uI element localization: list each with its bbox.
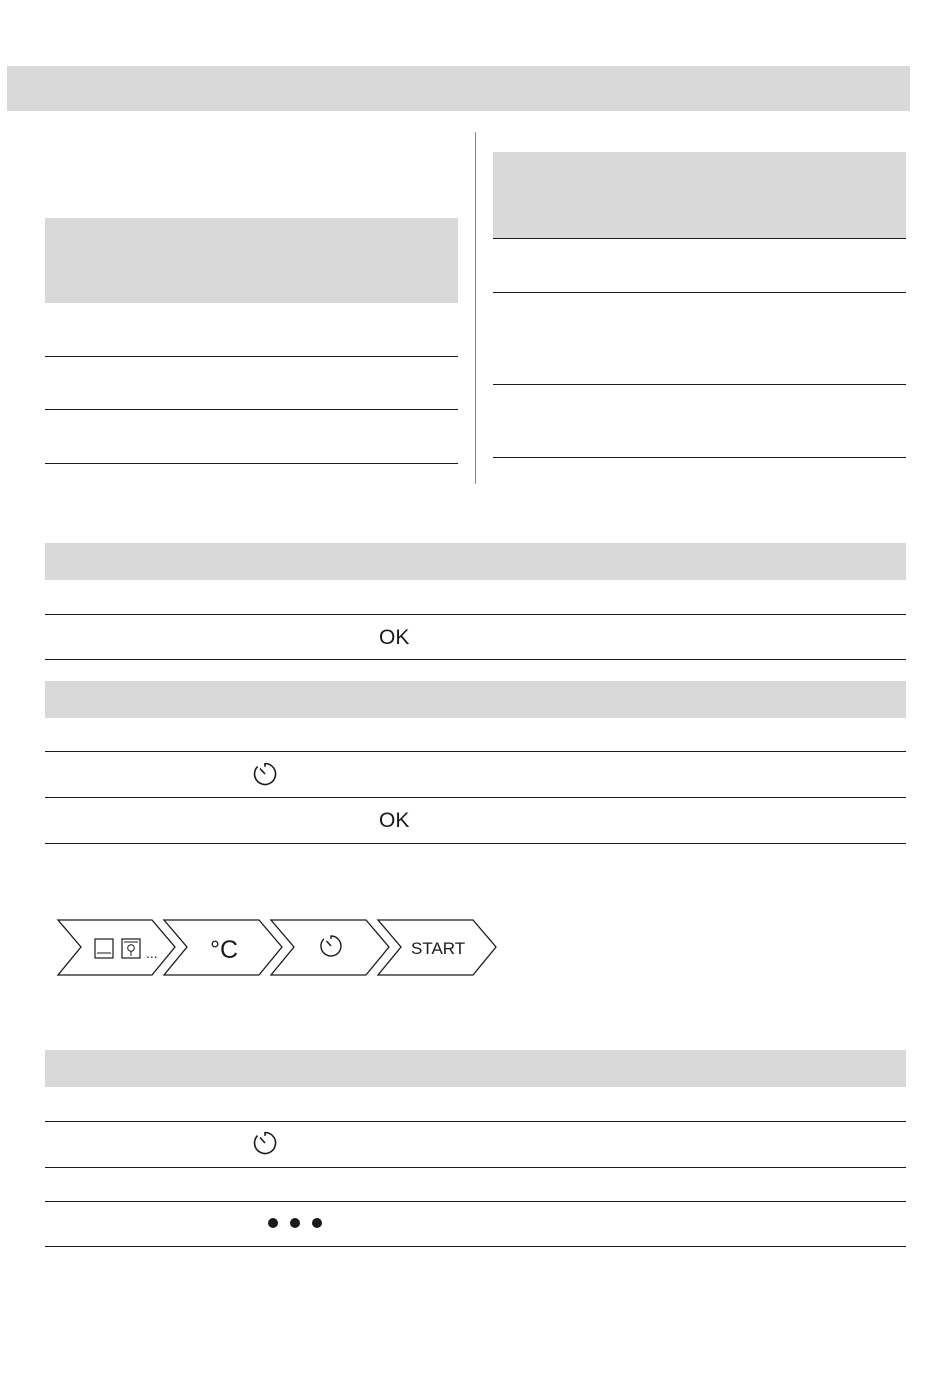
table-c-row-divider: [45, 751, 906, 752]
column-divider: [475, 132, 476, 484]
table-a-row-divider: [45, 463, 458, 464]
table-a-row-divider: [45, 356, 458, 357]
step-start: [378, 920, 496, 975]
table-b-header: [45, 543, 906, 580]
start-label: START: [411, 939, 466, 958]
table-d-row-divider: [45, 1246, 906, 1247]
ok-key-label: OK: [379, 809, 410, 832]
table-a2-row-divider: [493, 384, 906, 385]
timer-icon: [251, 1129, 279, 1157]
step-timer: [271, 920, 389, 975]
three-dots-icon: [266, 1216, 326, 1230]
table-a2-row-divider: [493, 238, 906, 239]
table-c-row-divider: [45, 843, 906, 844]
table-a-row-divider: [45, 409, 458, 410]
table-c-row-divider: [45, 797, 906, 798]
step-function: [58, 920, 175, 975]
table-b-row-divider: [45, 614, 906, 615]
table-a2-row-divider: [493, 292, 906, 293]
table-d-row-divider: [45, 1167, 906, 1168]
more-functions-ellipsis: ...: [146, 945, 158, 961]
table-a2-header: [493, 152, 906, 238]
table-a2-row-divider: [493, 457, 906, 458]
table-d-row-divider: [45, 1201, 906, 1202]
step-temperature: [164, 920, 282, 975]
table-d-row-divider: [45, 1121, 906, 1122]
step-sequence: [55, 918, 500, 978]
table-c-header: [45, 681, 906, 718]
table-b-row-divider: [45, 659, 906, 660]
timer-icon: [251, 760, 279, 788]
page-header-band: [7, 66, 910, 111]
ok-key-label: OK: [379, 626, 410, 649]
temperature-label: °C: [210, 936, 239, 964]
table-a-header: [45, 218, 458, 303]
table-d-header: [45, 1050, 906, 1087]
